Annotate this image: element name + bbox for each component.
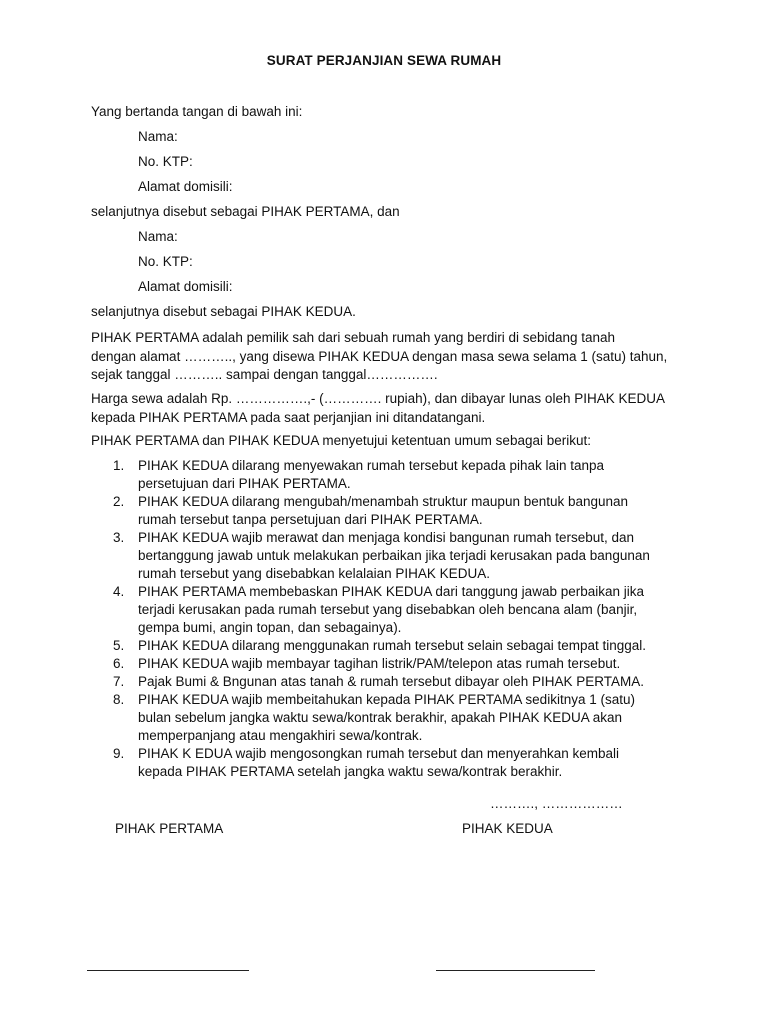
term-line: rumah tersebut yang disebabkan kelalaian PIHAK KEDUA. [138,566,490,581]
term-text [138,655,691,673]
term-number: 8. [113,692,125,707]
term-number: 3. [113,530,125,545]
terms-intro: PIHAK PERTAMA dan PIHAK KEDUA menyetujui ketentuan umum sebagai berikut: [91,433,591,448]
party2-designation: selanjutnya disebut sebagai PIHAK KEDUA. [91,304,356,319]
term-item [91,637,691,655]
term-line: PIHAK KEDUA wajib merawat dan menjaga kondisi bangunan rumah tersebut, dan [138,530,635,545]
term-line: bulan sebelum jangka waktu sewa/kontrak berakhir, apakah PIHAK KEDUA akan [138,710,623,725]
party2-address-field: Alamat domisili: [138,279,233,294]
price-line: kepada PIHAK PERTAMA pada saat perjanjian ini ditandatangani. [91,409,486,425]
term-item [91,673,691,691]
term-number: 4. [113,584,125,599]
party2-ktp-field: No. KTP: [138,254,193,269]
term-number: 1. [113,458,125,473]
term-text [138,745,691,781]
term-text [138,673,691,691]
term-text [138,637,691,655]
term-number: 7. [113,674,125,689]
term-item [91,655,691,673]
ownership-line: sejak tanggal ……….. sampai dengan tanggal……………. [91,367,438,382]
term-line: bertanggung jawab untuk melakukan perbaikan jika terjadi kerusakan pada bangunan [138,548,650,563]
term-line: PIHAK K EDUA wajib mengosongkan rumah tersebut dan menyerahkan kembali [138,746,620,761]
term-line: PIHAK KEDUA wajib membeitahukan kepada PIHAK PERTAMA sedikitnya 1 (satu) [138,692,635,707]
term-number: 2. [113,494,125,509]
term-item [91,583,691,637]
term-line: Pajak Bumi & Bngunan atas tanah & rumah tersebut dibayar oleh PIHAK PERTAMA. [138,674,645,689]
party1-name-field: Nama: [138,129,178,144]
term-number: 6. [113,656,125,671]
term-line: PIHAK KEDUA wajib membayar tagihan listrik/PAM/telepon atas rumah tersebut. [138,656,621,671]
term-line: persetujuan dari PIHAK PERTAMA. [138,476,351,491]
term-line: memperpanjang atau mengakhiri sewa/kontrak. [138,728,423,743]
term-item [91,745,691,781]
term-line: gempa bumi, angin topan, dan sebagainya). [138,620,402,635]
term-item [91,493,691,529]
signature-label-second-party: PIHAK KEDUA [462,821,553,836]
ownership-line: PIHAK PERTAMA adalah pemilik sah dari sebuah rumah yang berdiri di sebidang tanah [91,330,616,345]
party2-name-field: Nama: [138,229,178,244]
term-line: PIHAK KEDUA dilarang menyewakan rumah tersebut kepada pihak lain tanpa [138,458,605,473]
term-line: kepada PIHAK PERTAMA setelah jangka waktu sewa/kontrak berakhir. [138,764,563,779]
party1-designation: selanjutnya disebut sebagai PIHAK PERTAMA, dan [91,204,400,219]
signature-line-second-party [436,970,595,971]
signature-line-first-party [87,970,249,971]
term-line: PIHAK PERTAMA membebaskan PIHAK KEDUA dari tanggung jawab perbaikan jika [138,584,645,599]
term-text [138,529,691,583]
term-text [138,457,691,493]
term-item [91,691,691,745]
place-date-blank: ………., ……………… [490,796,623,811]
term-item [91,529,691,583]
intro-text: Yang bertanda tangan di bawah ini: [91,104,303,119]
term-line: terjadi kerusakan pada rumah tersebut yang disebabkan oleh bencana alam (banjir, [138,602,638,617]
document-title: SURAT PERJANJIAN SEWA RUMAH [266,53,502,68]
party1-ktp-field: No. KTP: [138,154,193,169]
term-text [138,583,691,637]
term-text [138,691,691,745]
signature-label-first-party: PIHAK PERTAMA [115,821,224,836]
term-text [138,493,691,529]
term-line: PIHAK KEDUA dilarang mengubah/menambah struktur maupun bentuk bangunan [138,494,629,509]
price-paragraph [91,390,691,427]
price-line: Harga sewa adalah Rp. …………….,- (…………. rupiah), dan dibayar lunas oleh PIHAK KEDUA [91,391,665,406]
term-number: 9. [113,746,125,761]
term-line: rumah tersebut tanpa persetujuan dari PIHAK PERTAMA. [138,512,483,527]
party1-address-field: Alamat domisili: [138,179,233,194]
ownership-paragraph [91,329,691,385]
ownership-line: dengan alamat ……….., yang disewa PIHAK KEDUA dengan masa sewa selama 1 (satu) tahun, [91,348,668,364]
term-line: PIHAK KEDUA dilarang menggunakan rumah tersebut selain sebagai tempat tinggal. [138,638,647,653]
term-number: 5. [113,638,125,653]
term-item [91,457,691,493]
terms-list [91,457,691,781]
